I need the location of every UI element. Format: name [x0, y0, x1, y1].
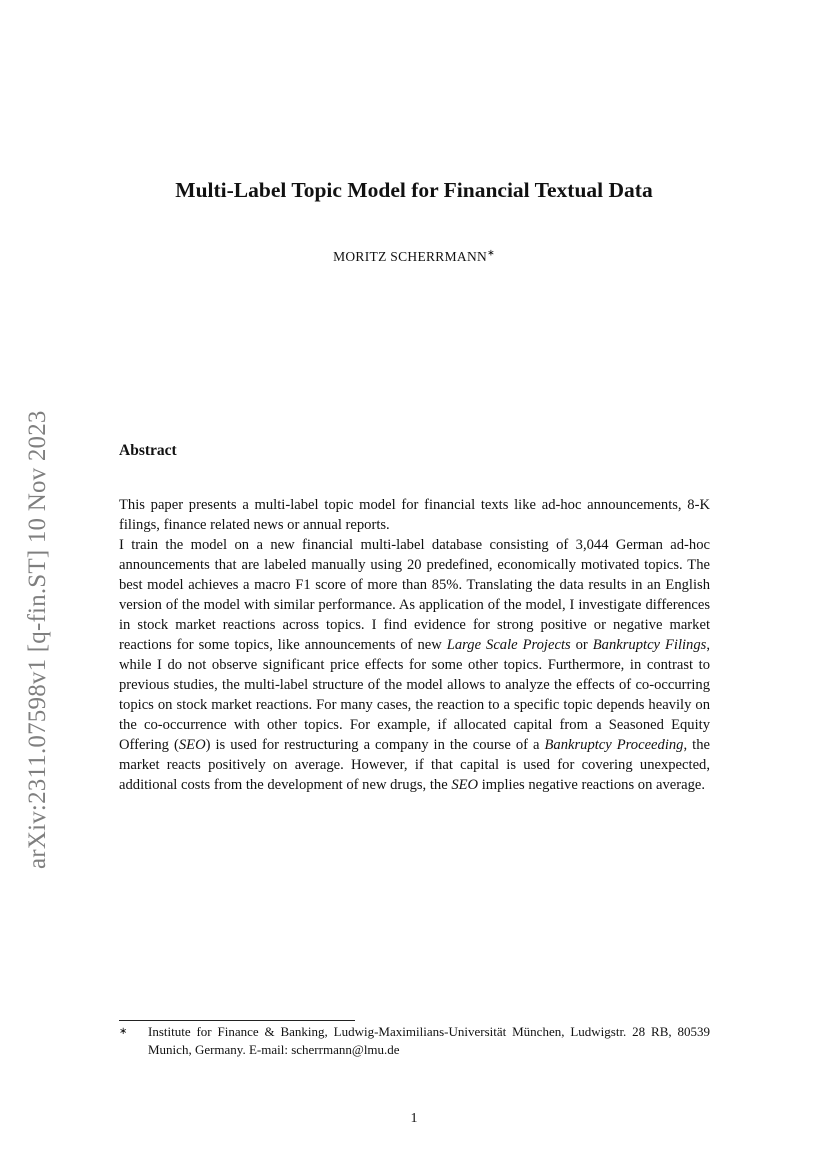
abstract-paragraph-1: This paper presents a multi-label topic model for financial texts like ad-hoc announcements, 8-K filings, finance related news or annual reports.: [119, 497, 710, 533]
abstract-body: [119, 495, 710, 795]
abstract-paragraph-2: [119, 535, 710, 795]
author-footnote-mark: ∗: [487, 247, 495, 258]
author-name: MORITZ SCHERRMANN: [333, 249, 488, 264]
abstract-italic-term: Bankruptcy Proceeding: [544, 737, 684, 753]
arxiv-identifier-stamp: arXiv:2311.07598v1 [q-fin.ST] 10 Nov 2023: [24, 410, 51, 869]
paper-title: Multi-Label Topic Model for Financial Textual Data: [175, 178, 653, 202]
abstract-text-segment: implies negative reactions on average.: [478, 777, 706, 793]
footnote-mark: ∗: [119, 1026, 128, 1037]
page-number: 1: [410, 1111, 418, 1126]
abstract-italic-term: SEO: [451, 777, 479, 793]
abstract-italic-term: Large Scale Projects: [446, 637, 571, 653]
abstract-text-segment: ) is used for restructuring a company in the course of a: [205, 737, 545, 753]
abstract-heading: Abstract: [119, 442, 177, 459]
abstract-text-segment: or: [570, 637, 593, 653]
abstract-italic-term: Bankruptcy Filings: [592, 637, 707, 653]
abstract-text-segment: I train the model on a new financial multi-label database consisting of 3,044 German ad-hoc announcements that are labeled manually using 20 predefined, economically motivated topics. The best model achieves a macro F1 score of more than 85%. Translating the data results in an English version of the model with similar performance. As application of the model, I investigate differences in stock market reactions across topics. I find evidence for strong positive or negative market reactions for some topics, like announcements of new: [119, 537, 710, 653]
footnote-divider: [119, 1020, 355, 1021]
abstract-italic-term: SEO: [178, 737, 206, 753]
abstract-text-segment: , the market reacts positively on average. However, if that capital is used for covering unexpected, additional costs from the development of new drugs, the: [119, 737, 710, 793]
footnote-text: Institute for Finance & Banking, Ludwig-Maximilians-Universität München, Ludwigstr. 28 RB, 80539 Munich, Germany. E-mail: scherrmann@lmu.de: [148, 1024, 710, 1057]
author-affiliation-footnote: [119, 1023, 710, 1059]
author-line: [118, 247, 710, 267]
abstract-text-segment: , while I do not observe significant price effects for some other topics. Furthermore, in contrast to previous studies, the multi-label structure of the model allows to analyze the effects of co-occurring topics on stock market reactions. For many cases, the reaction to a specific topic depends heavily on the co-occurrence with other topics. For example, if allocated capital from a Seasoned Equity Offering (: [119, 637, 710, 753]
